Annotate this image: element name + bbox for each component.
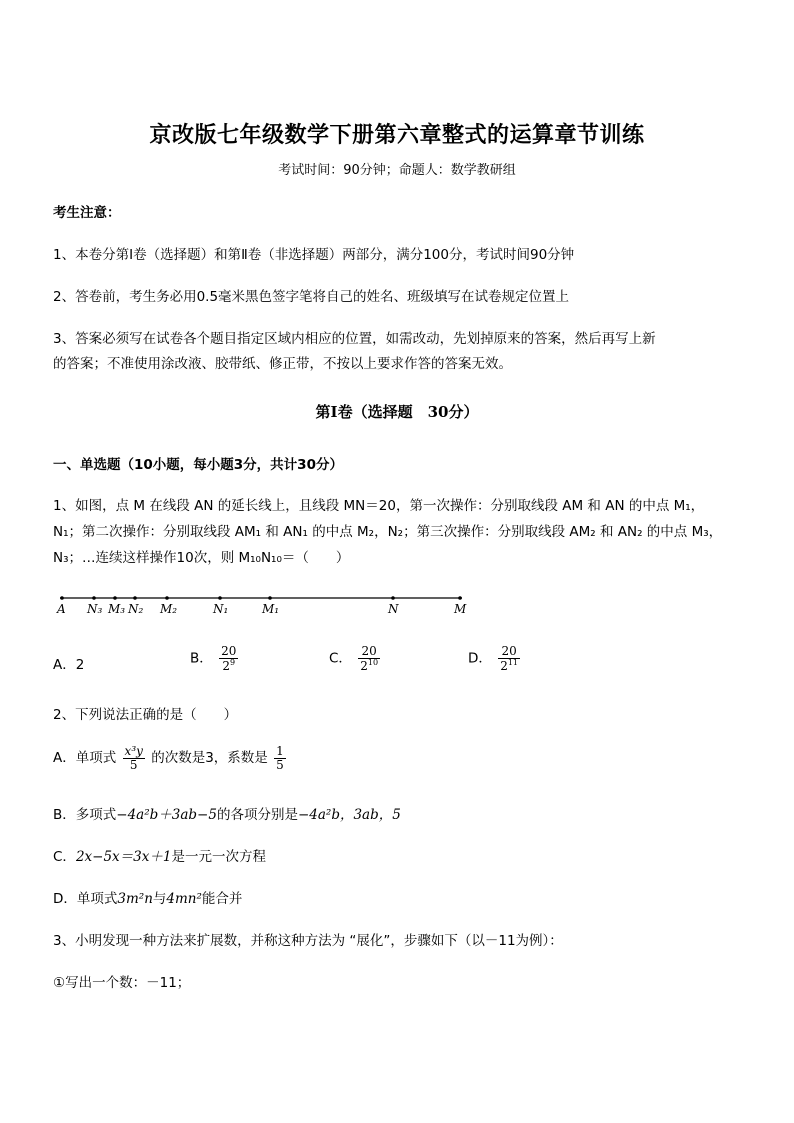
- label-n3: N₃: [87, 602, 103, 616]
- q2-option-d[interactable]: D．单项式3m²n与4mn²能合并: [53, 891, 243, 907]
- section-title: 第Ⅰ卷（选择题 30分）: [315, 403, 479, 421]
- label-n1: N₁: [213, 602, 229, 616]
- notice-item-3-cont: 的答案；不准使用涂改液、胶带纸、修正带，不按以上要求作答的答案无效。: [53, 356, 512, 372]
- q3-step-1: ①写出一个数：－11；: [53, 975, 191, 991]
- q2-option-a[interactable]: A．单项式 $\frac{\text{x³y}}{5}$ 的次数是3，系数是 $\frac{1}{5}$: [53, 744, 284, 772]
- exam-info: 考试时间：90分钟；命题人：数学教研组: [278, 163, 516, 178]
- q1-line-3: N₃；…连续这样操作10次，则 M₁₀N₁₀＝（ ）: [53, 550, 350, 566]
- label-m1: M₁: [262, 602, 280, 616]
- q1-option-c[interactable]: C． $\frac{20}{2^{10}}$: [329, 644, 379, 673]
- point-m1: [268, 596, 272, 600]
- label-n: N: [388, 602, 399, 616]
- q1-option-d[interactable]: D． $\frac{20}{2^{11}}$: [468, 644, 519, 673]
- q3-stem: 3、小明发现一种方法来扩展数，并称这种方法为 “展化”，步骤如下（以－11为例）：: [53, 933, 563, 949]
- q1-option-d-fraction: $\frac{20}{2^{11}}$: [500, 644, 519, 673]
- point-m3: [113, 596, 117, 600]
- notice-item-1: 1、本卷分第Ⅰ卷（选择题）和第Ⅱ卷（非选择题）两部分，满分100分，考试时间90分钟: [53, 247, 575, 263]
- part-heading: 一、单选题（10小题，每小题3分，共计30分）: [53, 457, 343, 473]
- label-m: M: [454, 602, 467, 616]
- point-n1: [218, 596, 222, 600]
- point-n: [391, 596, 395, 600]
- q1-option-b-fraction: $\frac{20}{2^9}$: [221, 644, 237, 673]
- q2-a-coefficient: $\frac{1}{5}$: [276, 744, 284, 772]
- q1-segment-figure: [50, 588, 480, 618]
- q2-stem: 2、下列说法正确的是（ ）: [53, 707, 238, 723]
- notice-item-2: 2、答卷前，考生务必用0.5毫米黑色签字笔将自己的姓名、班级填写在试卷规定位置上: [53, 289, 570, 305]
- page-title: 京改版七年级数学下册第六章整式的运算章节训练: [149, 122, 645, 148]
- q1-line-1: 1、如图，点 M 在线段 AN 的延长线上，且线段 MN＝20，第一次操作：分别取线段 AM 和 AN 的中点 M₁，: [53, 498, 705, 514]
- q1-option-a[interactable]: A．2: [53, 657, 85, 673]
- label-a: A: [57, 602, 66, 616]
- q2-option-c[interactable]: C．2x−5x＝3x＋1是一元一次方程: [53, 849, 266, 865]
- label-m3: M₃: [108, 602, 126, 616]
- q1-option-b[interactable]: B． $\frac{20}{2^9}$: [190, 644, 237, 673]
- q1-line-2: N₁；第二次操作：分别取线段 AM₁ 和 AN₁ 的中点 M₂，N₂；第三次操作：分别取线段 AM₂ 和 AN₂ 的中点 M₃，: [53, 524, 723, 540]
- point-n2: [133, 596, 137, 600]
- label-n2: N₂: [128, 602, 144, 616]
- point-n3: [92, 596, 96, 600]
- notice-heading: 考生注意：: [53, 205, 121, 221]
- point-a: [60, 596, 64, 600]
- point-m2: [165, 596, 169, 600]
- q2-a-fraction: $\frac{\text{x³y}}{5}$: [124, 744, 143, 772]
- q1-option-c-fraction: $\frac{20}{2^{10}}$: [360, 644, 379, 673]
- point-m: [458, 596, 462, 600]
- q2-option-b[interactable]: B．多项式−4a²b＋3ab−5的各项分别是−4a²b，3ab，5: [53, 807, 401, 823]
- label-m2: M₂: [160, 602, 178, 616]
- notice-item-3: 3、答案必须写在试卷各个题目指定区域内相应的位置，如需改动，先划掉原来的答案，然后再写上新: [53, 331, 656, 347]
